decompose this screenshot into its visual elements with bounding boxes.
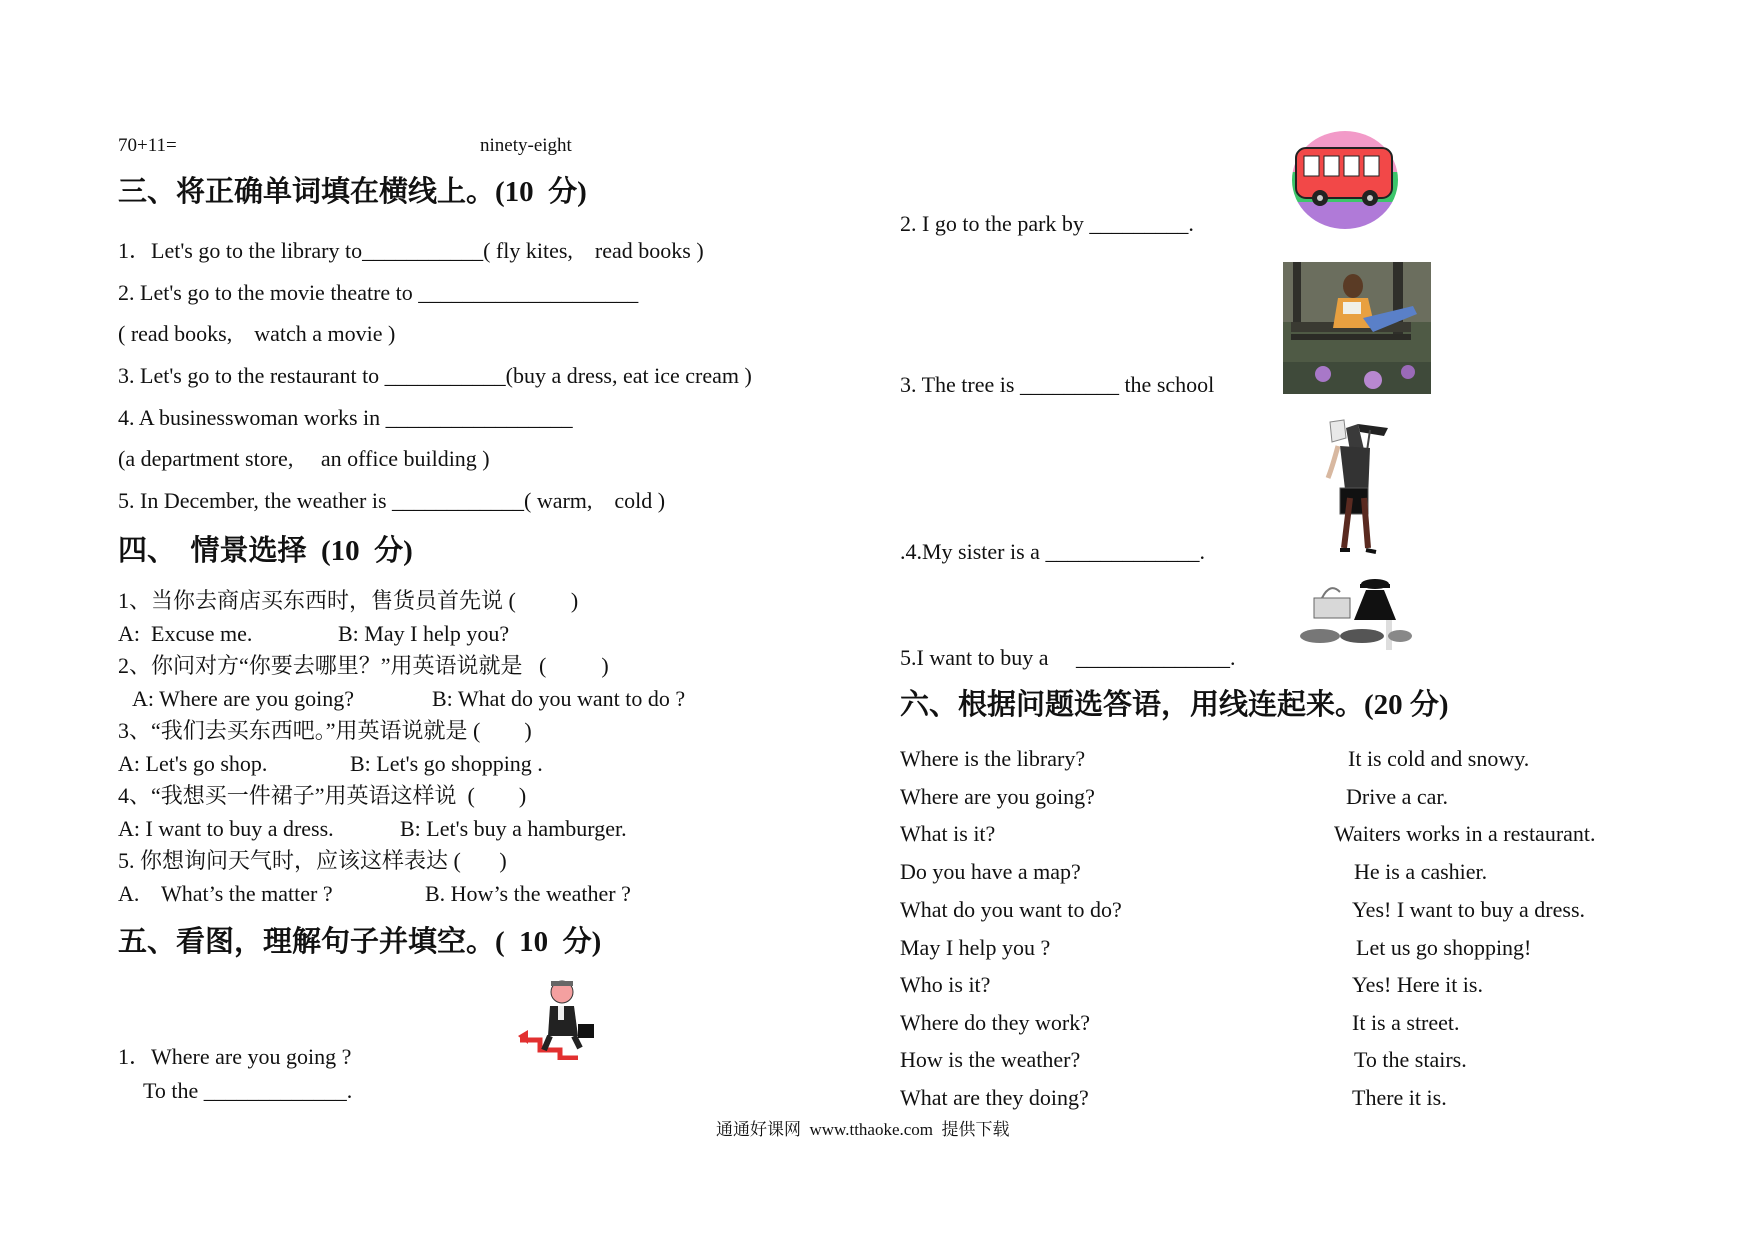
math-problem: 70+11= <box>118 135 177 156</box>
s3-q3: 3. Let's go to the restaurant to ___________(buy a dress, eat ice cream ) <box>118 363 752 388</box>
s6-question-9: How is the weather? <box>900 1047 1081 1072</box>
s4-q4: 4、“我想买一件裙子”用英语这样说 ( ) <box>118 783 527 808</box>
s6-answer-9: To the stairs. <box>1354 1047 1467 1072</box>
bus-icon <box>1290 130 1400 230</box>
s4-q1-b: B: May I help you? <box>338 621 510 646</box>
s4-q5-a: A. What’s the matter ? <box>118 881 333 906</box>
s3-q4-options: (a department store, an office building ) <box>118 446 490 471</box>
s4-q5-b: B. How’s the weather ? <box>425 881 631 906</box>
s6-question-10: What are they doing? <box>900 1085 1089 1110</box>
number-word: ninety-eight <box>480 135 572 156</box>
s6-question-6: May I help you ? <box>900 935 1051 960</box>
s4-q5: 5. 你想询问天气时，应该这样表达 ( ) <box>118 848 507 873</box>
s6-answer-3: Waiters works in a restaurant. <box>1334 821 1596 846</box>
woman-reading-photo <box>1283 262 1431 394</box>
s6-question-7: Who is it? <box>900 972 991 997</box>
s3-q4: 4. A businesswoman works in _________________ <box>118 405 573 430</box>
s6-answer-2: Drive a car. <box>1346 784 1448 809</box>
s5-q4: .4.My sister is a ______________. <box>900 539 1205 564</box>
section3-title: 三、将正确单词填在横线上。(10 分) <box>118 176 587 208</box>
s6-question-3: What is it? <box>900 821 996 846</box>
s3-q2: 2. Let's go to the movie theatre to ____________________ <box>118 280 639 305</box>
s4-q3: 3、“我们去买东西吧。”用英语说就是 ( ) <box>118 718 532 743</box>
s5-q3: 3. The tree is _________ the school <box>900 372 1215 397</box>
s4-q4-b: B: Let's buy a hamburger. <box>400 816 627 841</box>
s5-q2: 2. I go to the park by _________. <box>900 211 1194 236</box>
s4-q1: 1、当你去商店买东西时，售货员首先说 ( ) <box>118 588 579 613</box>
s3-q2-options: ( read books, watch a movie ) <box>118 321 396 346</box>
s4-q4-a: A: I want to buy a dress. <box>118 816 334 841</box>
s6-answer-4: He is a cashier. <box>1354 859 1488 884</box>
s5-q5: 5.I want to buy a ______________. <box>900 645 1236 670</box>
s6-answer-7: Yes! Here it is. <box>1352 972 1483 997</box>
section6-title: 六、根据问题选答语，用线连起来。(20 分) <box>900 689 1449 721</box>
s4-q2: 2、你问对方“你要去哪里？”用英语说就是 ( ) <box>118 653 609 678</box>
s4-q3-b: B: Let's go shopping . <box>350 751 543 776</box>
footer-credit: 通通好课网 www.tthaoke.com 提供下载 <box>716 1120 1010 1139</box>
section5-title: 五、看图，理解句子并填空。( 10 分) <box>118 926 602 958</box>
s4-q2-a: A: Where are you going? <box>132 686 354 711</box>
s6-answer-10: There it is. <box>1352 1085 1447 1110</box>
s4-q1-a: A: Excuse me. <box>118 621 253 646</box>
businessman-stairs-icon <box>518 978 608 1060</box>
s6-question-2: Where are you going? <box>900 784 1095 809</box>
s6-question-4: Do you have a map? <box>900 859 1081 884</box>
s3-q1: 1．Let's go to the library to___________( fly kites, read books ) <box>118 238 704 263</box>
dress-iron-icon <box>1300 576 1412 652</box>
s5-q1: 1．Where are you going ? <box>118 1044 352 1069</box>
businesswoman-icon <box>1310 418 1400 558</box>
s6-question-8: Where do they work? <box>900 1010 1090 1035</box>
s4-q3-a: A: Let's go shop. <box>118 751 268 776</box>
s6-question-1: Where is the library? <box>900 746 1086 771</box>
s5-q1-answer: To the _____________. <box>143 1078 353 1103</box>
s6-answer-5: Yes! I want to buy a dress. <box>1352 897 1586 922</box>
s3-q5: 5. In December, the weather is ____________( warm, cold ) <box>118 488 666 513</box>
s6-answer-6: Let us go shopping! <box>1356 935 1532 960</box>
s6-answer-8: It is a street. <box>1352 1010 1460 1035</box>
s6-question-5: What do you want to do? <box>900 897 1122 922</box>
s6-answer-1: It is cold and snowy. <box>1348 746 1530 771</box>
s4-q2-b: B: What do you want to do ? <box>432 686 686 711</box>
section4-title: 四、 情景选择 (10 分) <box>118 535 413 567</box>
